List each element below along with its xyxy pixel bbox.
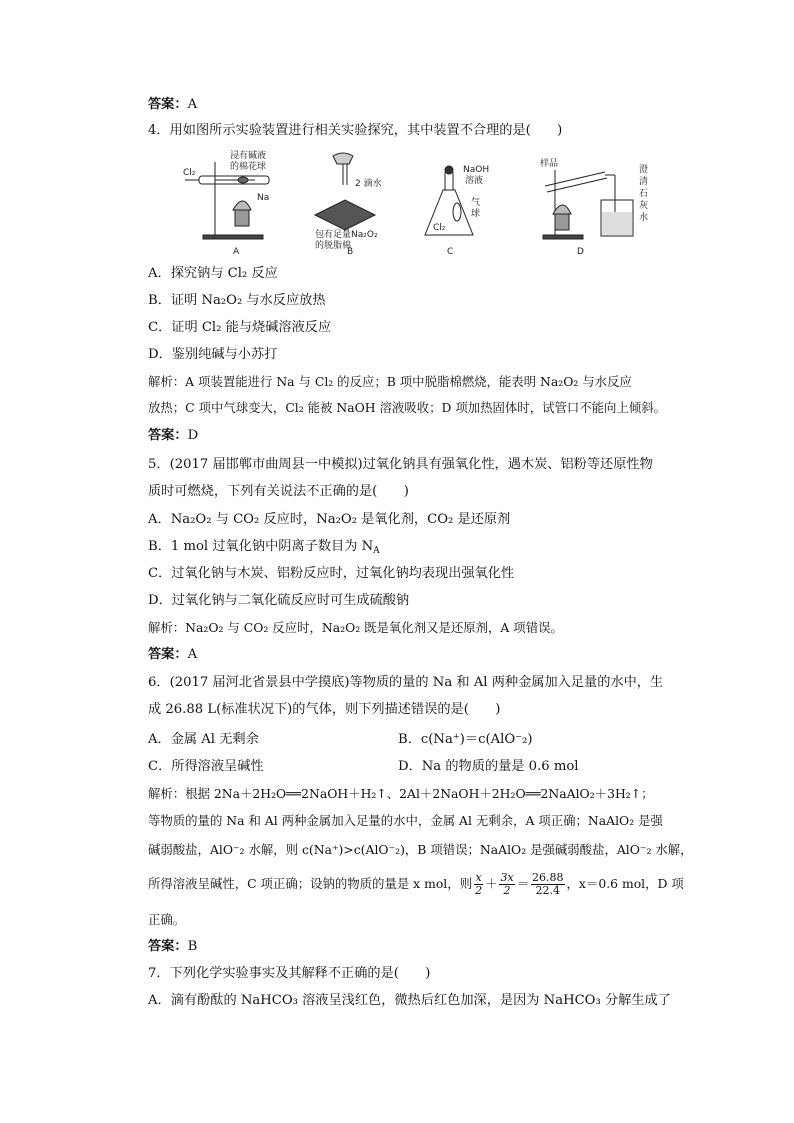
- answer-value: A: [187, 97, 198, 112]
- q6-explanation-4: [148, 868, 684, 900]
- fig-d-label-4: 灰: [639, 201, 649, 211]
- q6-explanation-5: 正确。: [148, 912, 186, 927]
- fig-d-label-5: 水: [639, 213, 649, 223]
- fig-c-label-gas: 气: [471, 198, 481, 208]
- fig-b-label-1: 包有足量Na₂O₂: [315, 230, 378, 240]
- q6-stem-1: 6．(2017 届河北省景县中学摸底)等物质的量的 Na 和 Al 两种金属加入足量的水中，生: [148, 675, 664, 690]
- q5-answer-line: [148, 645, 197, 665]
- answer-label: 答案：: [148, 428, 188, 443]
- fig-c-label-ball: 球: [471, 209, 481, 219]
- q4-option-d: D．鉴别纯碱与小苏打: [148, 347, 278, 362]
- plus-sign: ＋: [485, 876, 498, 891]
- frac2-num: 3x: [500, 871, 514, 884]
- fig-a-label-2: 的棉花球: [230, 162, 267, 172]
- q6-option-b: B．c(Na⁺)＝c(AlO⁻₂): [398, 732, 533, 747]
- fig-d-label-sample: 样品: [540, 159, 559, 169]
- fig-d-caption: D: [577, 247, 584, 257]
- q5-option-b-text: B．1 mol 过氧化钠中阴离子数目为 N: [148, 539, 374, 554]
- fig-c-label-solution: 溶液: [465, 176, 484, 186]
- q6-expl4-text-a: 所得溶液呈碱性，C 项正确；设钠的物质的量是 x mol，则: [148, 876, 473, 891]
- q5-option-b: [148, 537, 380, 561]
- fig-c-label-cl2: Cl₂: [433, 223, 446, 233]
- q4-answer-line: [148, 426, 198, 446]
- q6-answer-line: [148, 937, 197, 957]
- q4-explanation-1: 解析：A 项装置能进行 Na 与 Cl₂ 的反应；B 项中脱脂棉燃烧，能表明 Na₂O₂ 与水反应: [148, 374, 632, 389]
- fig-d-label-2: 清: [639, 177, 649, 187]
- q6-explanation-1: 解析：根据 2Na＋2H₂O══2NaOH＋H₂↑、2Al＋2NaOH＋2H₂O══2NaAlO₂＋3H₂↑；: [148, 786, 654, 801]
- frac3-den: 22.4: [535, 884, 561, 897]
- fig-a-label-cl2: Cl₂: [183, 168, 196, 178]
- q6-explanation-2: 等物质的量的 Na 和 Al 两种金属加入足量的水中，金属 Al 无剩余，A 项正确；NaAlO₂ 是强: [148, 813, 663, 828]
- fig-b-label-2: 的脱脂棉: [315, 241, 352, 251]
- q6-option-c: C．所得溶液呈碱性: [148, 759, 264, 774]
- figure-b: [315, 153, 375, 230]
- q6-stem-2: 成 26.88 L(标准状况下)的气体，则下列描述错误的是( ): [148, 702, 501, 717]
- q7-stem: 7．下列化学实验事实及其解释不正确的是( ): [148, 966, 431, 981]
- fig-a-caption: A: [233, 247, 240, 257]
- q4-option-c: C．证明 Cl₂ 能与烧碱溶液反应: [148, 320, 332, 335]
- frac1-den: 2: [475, 884, 483, 897]
- answer-value: B: [187, 939, 198, 954]
- frac3-num: 26.88: [532, 871, 564, 884]
- equals-sign: ＝: [516, 876, 530, 891]
- q5-stem-1: 5．(2017 届邯郸市曲周县一中模拟)过氧化钠具有强氧化性，遇木炭、铝粉等还原性物: [148, 457, 653, 472]
- q6-option-d: D．Na 的物质的量是 0.6 mol: [398, 759, 579, 774]
- frac1-num: x: [475, 871, 482, 884]
- frac2-den: 2: [503, 884, 511, 897]
- q6-option-a: A．金属 Al 无剩余: [148, 732, 259, 747]
- q5-option-c: C．过氧化钠与木炭、铝粉反应时，过氧化钠均表现出强氧化性: [148, 566, 515, 581]
- answer-label: 答案：: [148, 647, 188, 662]
- answer-value: A: [187, 647, 198, 662]
- q6-expl4-text-b: ，x＝0.6 mol，D 项: [566, 876, 684, 891]
- fig-d-label-1: 澄: [639, 165, 649, 175]
- figure-d: [543, 170, 633, 239]
- q4-apparatus-figure: [175, 150, 675, 262]
- q7-option-a: A．滴有酚酞的 NaHCO₃ 溶液呈浅红色，微热后红色加深，是因为 NaHCO₃ 分解生成了: [148, 993, 671, 1008]
- q5-option-a: A．Na₂O₂ 与 CO₂ 反应时，Na₂O₂ 是氧化剂，CO₂ 是还原剂: [148, 512, 511, 527]
- fig-a-label-1: 浸有碱液: [230, 151, 267, 161]
- q5-explanation: 解析：Na₂O₂ 与 CO₂ 反应时，Na₂O₂ 既是氧化剂又是还原剂，A 项错误。: [148, 620, 563, 635]
- fig-c-caption: C: [447, 247, 454, 257]
- fig-a-label-na: Na: [257, 193, 270, 203]
- fig-b-caption: B: [347, 247, 354, 257]
- q5-option-d: D．过氧化钠与二氧化硫反应时可生成硫酸钠: [148, 593, 410, 608]
- fraction-3x-over-2: [499, 872, 514, 897]
- q6-explanation-3: 碱弱酸盐，AlO⁻₂ 水解，则 c(Na⁺)>c(AlO⁻₂)，B 项错误；NaAlO₂ 是强碱弱酸盐，AlO⁻₂ 水解，: [148, 842, 693, 857]
- q4-option-b: B．证明 Na₂O₂ 与水反应放热: [148, 293, 326, 308]
- fig-c-label-naoh: NaOH: [463, 165, 490, 175]
- answer-label: 答案：: [148, 97, 188, 112]
- q4-stem: 4．用如图所示实验装置进行相关实验探究，其中装置不合理的是( ): [148, 123, 563, 138]
- prev-answer-line: [148, 95, 197, 115]
- fraction-26.88-over-22.4: [531, 872, 565, 897]
- fig-b-label-water: 2 滴水: [355, 179, 382, 189]
- q4-explanation-2: 放热；C 项中气球变大，Cl₂ 能被 NaOH 溶液吸收；D 项加热固体时，试管口不能向上倾斜。: [148, 400, 666, 415]
- q6-options-row-1: [148, 730, 259, 750]
- fraction-x-over-2: [474, 872, 483, 897]
- q4-option-a: A．探究钠与 Cl₂ 反应: [148, 266, 278, 281]
- q5-stem-2: 质时可燃烧，下列有关说法不正确的是( ): [148, 484, 409, 499]
- fig-d-label-3: 石: [639, 189, 649, 199]
- q5-option-b-subscript: A: [373, 546, 380, 556]
- answer-label: 答案：: [148, 939, 188, 954]
- answer-value: D: [187, 428, 199, 443]
